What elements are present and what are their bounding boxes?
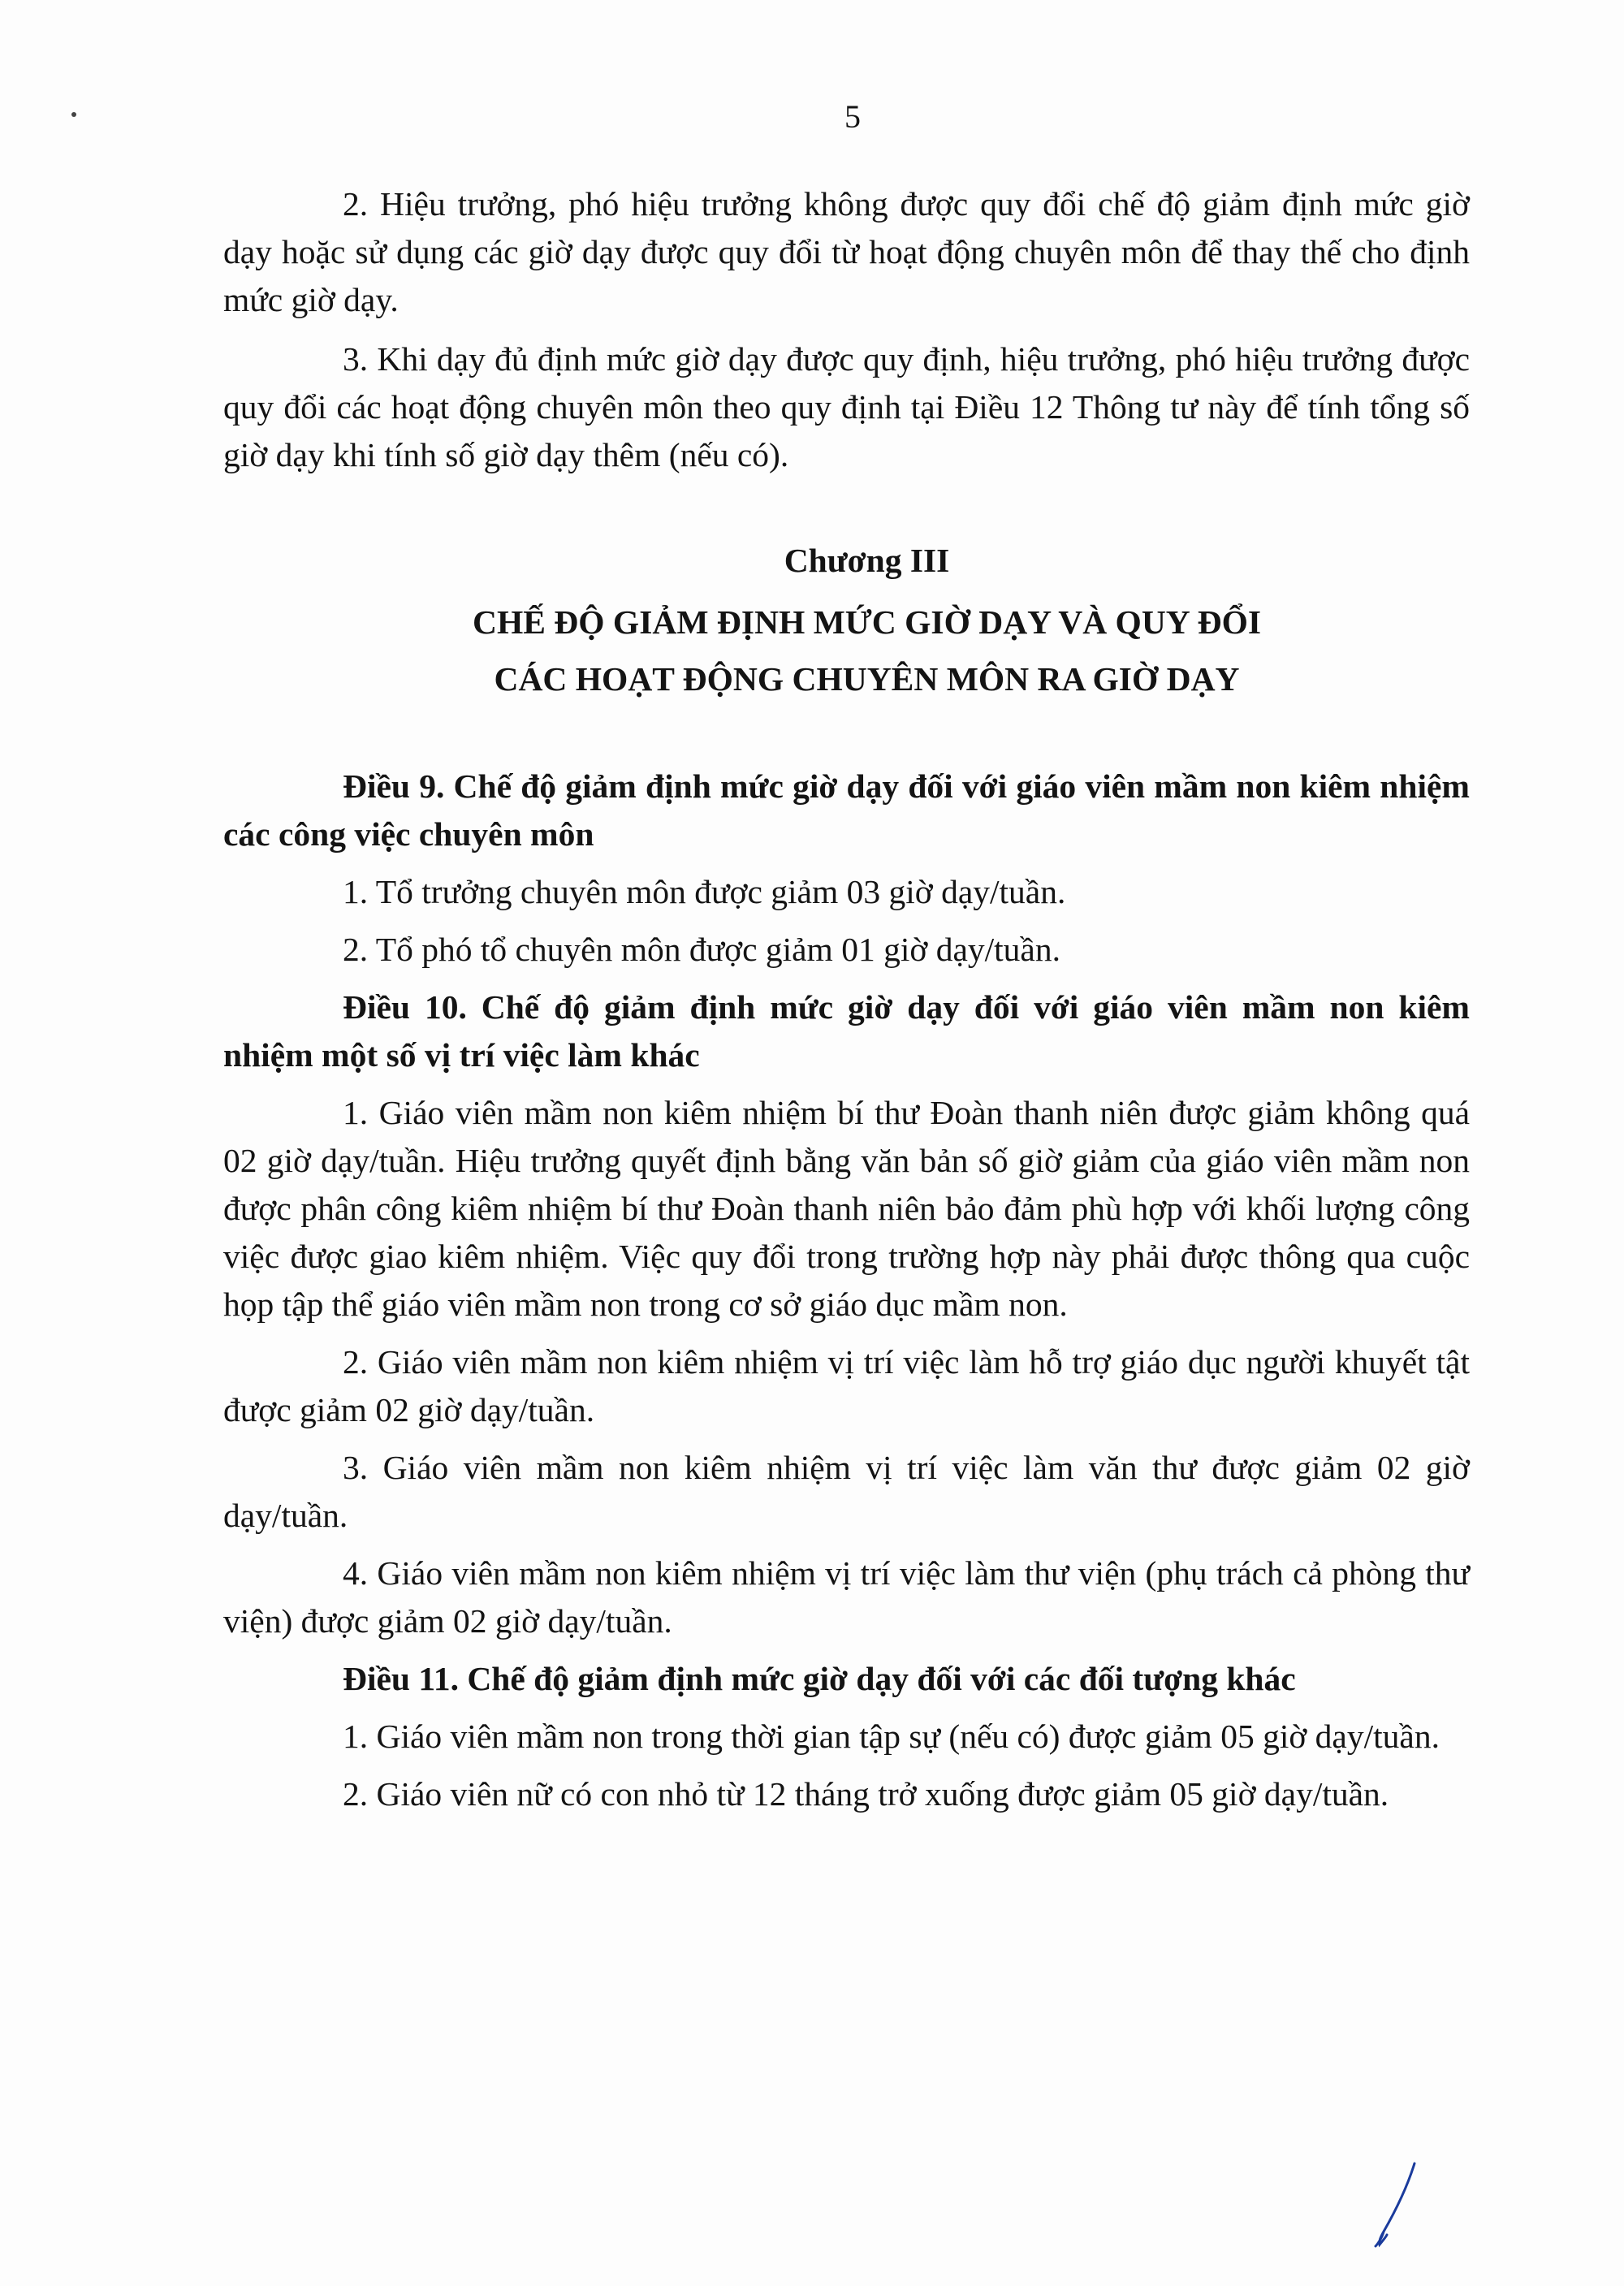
chapter-heading	[223, 536, 1470, 707]
article-10	[223, 983, 1470, 1645]
intro-paragraph: 3. Khi dạy đủ định mức giờ dạy được quy định, hiệu trưởng, phó hiệu trưởng được quy đổi các hoạt động chuyên môn theo quy định tại Điều 12 Thông tư này để tính tổng số giờ dạy khi tính số giờ dạy thêm (nếu có).	[223, 340, 1470, 473]
article-heading: Điều 11. Chế độ giảm định mức giờ dạy đối với các đối tượng khác	[343, 1660, 1296, 1697]
article-9	[223, 763, 1470, 974]
article-heading: Điều 9. Chế độ giảm định mức giờ dạy đối với giáo viên mầm non kiêm nhiệm các công việc chuyên môn	[223, 767, 1470, 853]
page-number: 5	[844, 98, 861, 135]
document-body	[223, 180, 1470, 1828]
article-item: 4. Giáo viên mầm non kiêm nhiệm vị trí việc làm thư viện (phụ trách cả phòng thư viện) được giảm 02 giờ dạy/tuần.	[223, 1554, 1470, 1640]
article-11	[223, 1655, 1470, 1818]
article-heading: Điều 10. Chế độ giảm định mức giờ dạy đối với giáo viên mầm non kiêm nhiệm một số vị trí việc làm khác	[223, 988, 1470, 1074]
article-item: 2. Giáo viên nữ có con nhỏ từ 12 tháng trở xuống được giảm 05 giờ dạy/tuần.	[343, 1775, 1389, 1813]
article-item: 1. Giáo viên mầm non trong thời gian tập sự (nếu có) được giảm 05 giờ dạy/tuần.	[343, 1718, 1440, 1755]
article-item: 1. Giáo viên mầm non kiêm nhiệm bí thư Đoàn thanh niên được giảm không quá 02 giờ dạy/tuần. Hiệu trưởng quyết định bằng văn bản số giờ giảm của giáo viên mầm non được phân công kiêm nhiệm bí thư Đoàn thanh niên bảo đảm phù hợp với khối lượng công việc được giao kiêm nhiệm. Việc quy đổi trong trường hợp này phải được thông qua cuộc họp tập thể giáo viên mầm non trong cơ sở giáo dục mầm non.	[223, 1094, 1470, 1323]
article-item: 1. Tổ trưởng chuyên môn được giảm 03 giờ dạy/tuần.	[343, 873, 1066, 910]
chapter-label: Chương III	[784, 542, 950, 579]
article-item: 2. Giáo viên mầm non kiêm nhiệm vị trí việc làm hỗ trợ giáo dục người khuyết tật được giảm 02 giờ dạy/tuần.	[223, 1343, 1470, 1428]
intro-paragraph: 2. Hiệu trưởng, phó hiệu trưởng không được quy đổi chế độ giảm định mức giờ dạy hoặc sử dụng các giờ dạy được quy đổi từ hoạt động chuyên môn để thay thế cho định mức giờ dạy.	[223, 185, 1470, 318]
article-item: 3. Giáo viên mầm non kiêm nhiệm vị trí việc làm văn thư được giảm 02 giờ dạy/tuần.	[223, 1449, 1470, 1534]
chapter-title-line: CÁC HOẠT ĐỘNG CHUYÊN MÔN RA GIỜ DẠY	[494, 660, 1240, 698]
chapter-title-line: CHẾ ĐỘ GIẢM ĐỊNH MỨC GIỜ DẠY VÀ QUY ĐỔI	[472, 603, 1261, 641]
initial-mark-icon	[1372, 2160, 1421, 2249]
article-item: 2. Tổ phó tổ chuyên môn được giảm 01 giờ dạy/tuần.	[343, 931, 1060, 968]
